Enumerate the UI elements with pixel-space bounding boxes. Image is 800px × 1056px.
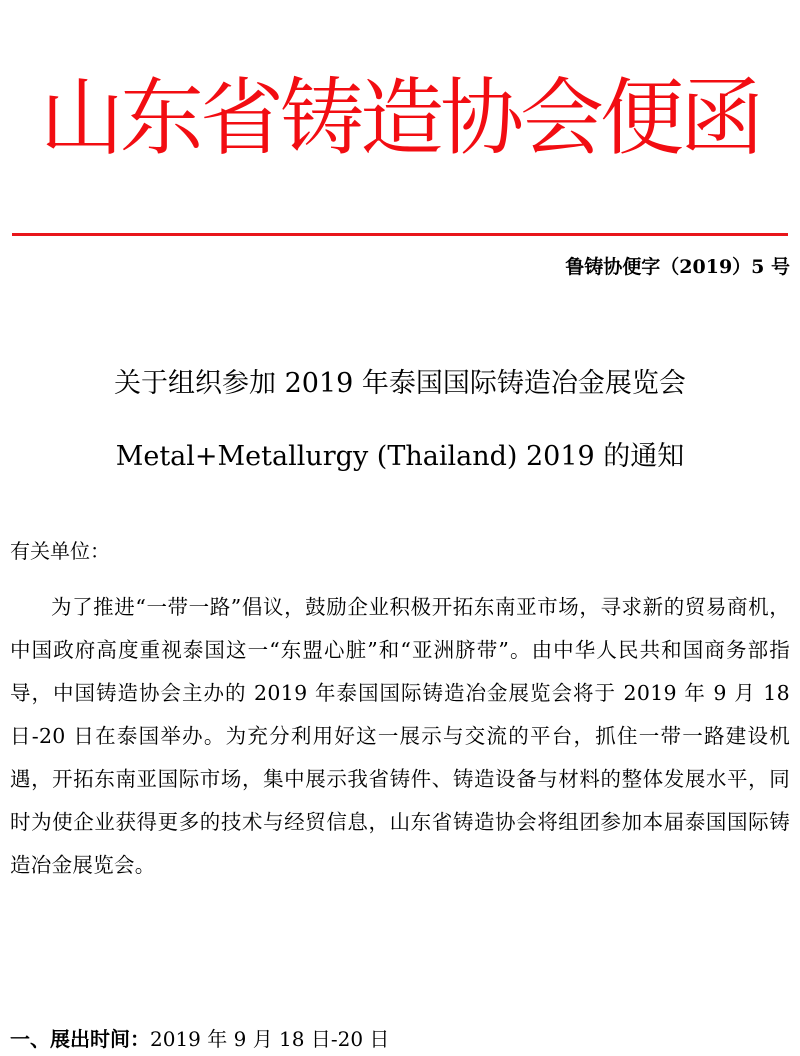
- notice-title-line-2: Metal+Metallurgy (Thailand) 2019 的通知: [115, 441, 685, 472]
- section-exhibition-time-label: 一、展出时间：: [10, 1027, 150, 1051]
- body-paragraph: 为了推进“一带一路”倡议，鼓励企业积极开拓东南亚市场，寻求新的贸易商机，中国政府高度重视泰国这一“东盟心脏”和“亚洲脐带”。由中华人民共和国商务部指导，中国铸造协会主办的 2019 年泰国国际铸造冶金展览会将于 2019 年 9 月 18 日-20 日在泰国举办。为充分利用好这一展示与交流的平台，抓住一带一路建设机遇，开拓东南亚国际市场，集中展示我省铸件、铸造设备与材料的整体发展水平，同时为使企业获得更多的技术与经贸信息，山东省铸造协会将组团参加本届泰国国际铸造冶金展览会。: [10, 595, 790, 877]
- letterhead-title: 山东省铸造协会便函: [39, 69, 760, 167]
- letterhead-red-rule: [12, 233, 788, 236]
- section-exhibition-time: [10, 1022, 389, 1056]
- salutation: 有关单位：: [10, 539, 110, 563]
- document-number: 鲁铸协便字（2019）5 号: [565, 256, 790, 278]
- notice-title-line-1: 关于组织参加 2019 年泰国国际铸造冶金展览会: [114, 368, 686, 399]
- section-exhibition-time-value: 2019 年 9 月 18 日-20 日: [150, 1027, 390, 1051]
